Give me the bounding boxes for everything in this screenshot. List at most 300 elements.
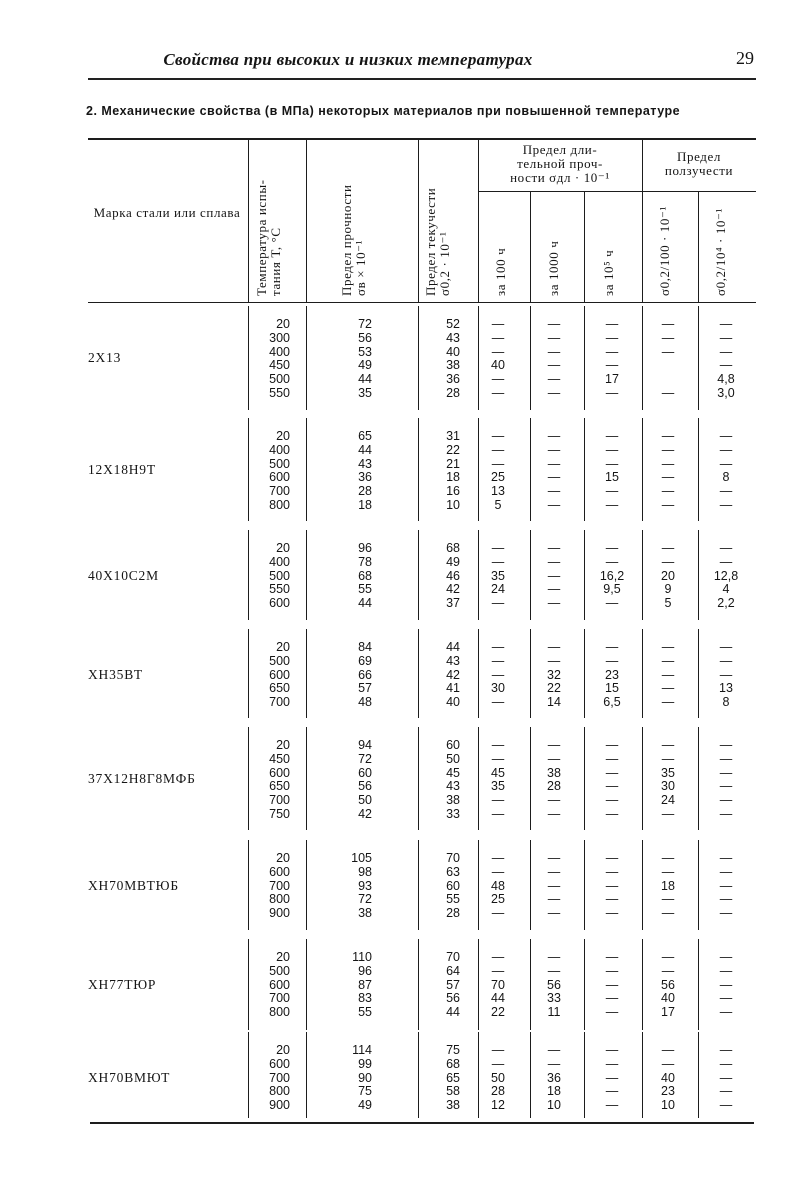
table-cell: — [547,596,561,611]
rupture-1e5-column [586,1044,638,1113]
table-cell: 32 [547,667,561,682]
table-cell: — [491,851,505,865]
table-cell: — [719,1005,733,1020]
table-cell: — [719,963,733,978]
table-cell: — [719,653,733,668]
rupture-1000-column [532,641,576,710]
table-cell: — [547,358,561,373]
table-cell: 25 [491,470,505,485]
table-cell: — [547,878,561,893]
creep-1-column [644,430,692,513]
table-cell: — [719,751,733,766]
table-cell: — [605,1056,619,1071]
table-cell: — [547,1056,561,1071]
table-cell: 28 [358,484,372,499]
table-cell: 58 [446,1084,460,1099]
column-divider [478,140,479,302]
running-title: Свойства при высоких и низких температурах [163,50,533,69]
material-grade: ХН70ВМЮТ [88,1069,171,1085]
table-cell: — [661,429,675,443]
table-cell: 44 [358,442,372,457]
column-divider [418,1032,419,1118]
column-divider [584,939,585,1030]
table-cell: 69 [358,653,372,668]
table-cell: 36 [547,1070,561,1085]
creep-group-rule [642,191,756,192]
table-cell: 28 [547,779,561,794]
table-cell: 18 [547,1084,561,1099]
rupture-1000-column [532,852,576,921]
table-cell: — [661,640,675,654]
column-divider [418,530,419,620]
table-cell: 20 [276,640,290,654]
table-cell: 30 [661,779,675,794]
column-divider [306,840,307,930]
table-cell: 28 [491,1084,505,1099]
table-cell: — [547,851,561,865]
table-cell: 20 [276,317,290,331]
table-cell: 42 [358,806,372,821]
column-divider [248,629,249,718]
table-cell: 20 [276,950,290,964]
column-divider [642,939,643,1030]
table-cell: — [661,330,675,345]
creep-1-column [644,542,692,611]
column-divider [248,306,249,410]
yield-strength-column [420,852,460,921]
rupture-1000-column [532,1044,576,1113]
table-cell: — [491,554,505,569]
rupture-1000-column [532,739,576,822]
ultimate-strength-column [310,641,372,710]
table-cell: 5 [664,596,672,611]
table-cell: — [547,568,561,583]
table-cell: 48 [491,878,505,893]
table-cell: — [605,1084,619,1099]
column-divider [642,629,643,718]
column-divider [248,418,249,521]
table-cell: 68 [446,541,460,555]
table-cell: 105 [351,851,372,865]
table-cell: — [605,317,619,331]
rupture-100-column [480,951,516,1020]
table-cell: 600 [269,1056,290,1071]
table-cell: — [605,497,619,512]
material-grade: ХН35ВТ [88,666,143,682]
table-cell: 70 [446,950,460,964]
table-cell: — [491,596,505,611]
table-cell: 22 [446,442,460,457]
table-cell: 35 [661,765,675,780]
table-cell: — [491,640,505,654]
column-divider [698,1032,699,1118]
table-cell: — [719,497,733,512]
table-cell: — [719,765,733,780]
table-cell: 42 [446,667,460,682]
table-cell: 60 [446,738,460,752]
table-cell: 63 [446,864,460,879]
table-cell: 30 [491,681,505,696]
table-cell: — [661,470,675,485]
table-cell: — [605,806,619,821]
table-cell: 20 [276,1043,290,1057]
column-divider [478,306,479,410]
table-cell: 600 [269,977,290,992]
column-divider [478,727,479,830]
table-cell: 43 [446,330,460,345]
table-cell: 40 [446,344,460,359]
column-divider [584,418,585,521]
table-cell: 4,8 [717,372,735,387]
table-top-rule [88,138,756,140]
table-cell: — [661,317,675,331]
table-cell: 700 [269,793,290,808]
temperature-column [250,318,290,401]
table-cell: 5 [494,497,502,512]
table-cell: — [547,793,561,808]
column-divider [478,939,479,1030]
table-cell: 37 [446,596,460,611]
rupture-100-column [480,641,516,710]
table-cell: 70 [491,977,505,992]
table-cell: 17 [605,372,619,387]
table-cell: 99 [358,1056,372,1071]
table-cell: — [491,695,505,710]
table-cell: — [547,950,561,964]
column-divider [530,192,531,302]
table-cell: 40 [661,1070,675,1085]
table-cell: 53 [358,344,372,359]
table-cell: 45 [446,765,460,780]
table-cell: — [547,456,561,471]
table-cell: 56 [446,991,460,1006]
table-cell: — [605,779,619,794]
table-cell: 68 [358,568,372,583]
table-cell: — [719,358,733,373]
table-cell: 9,5 [603,582,621,597]
table-cell: — [605,442,619,457]
material-grade: 2Х13 [88,350,122,366]
column-divider [584,1032,585,1118]
ultimate-strength-column [310,318,372,401]
column-divider [248,1032,249,1118]
rupture-1e5-column [586,430,638,513]
creep-1-column [644,951,692,1020]
column-divider [698,727,699,830]
rupture-1e5-column [586,318,638,401]
column-divider [418,939,419,1030]
table-cell: — [605,330,619,345]
header-rupture-100: за 100 ч [493,247,508,296]
table-cell: — [547,372,561,387]
table-cell: 90 [358,1070,372,1085]
table-cell: 600 [269,765,290,780]
column-divider [584,840,585,930]
table-cell: — [547,317,561,331]
table-cell: 55 [358,582,372,597]
table-cell: — [719,864,733,879]
table-cell: 56 [661,977,675,992]
column-divider [698,530,699,620]
creep-1-column [644,641,692,710]
temperature-column [250,430,290,513]
column-divider [248,840,249,930]
table-cell: — [661,541,675,555]
page-header [88,44,756,80]
table-cell: 14 [547,695,561,710]
table-cell: — [661,1056,675,1071]
table-cell: — [491,806,505,821]
header-bottom-rule [88,302,756,303]
creep-1-column [644,739,692,822]
table-cell: — [491,442,505,457]
table-cell: 96 [358,963,372,978]
table-cell: 50 [491,1070,505,1085]
table-cell: — [491,385,505,400]
table-cell: 42 [446,582,460,597]
table-cell: 750 [269,806,290,821]
column-divider [306,530,307,620]
table-cell: — [547,582,561,597]
table-cell: 9 [664,582,672,597]
table-cell: 49 [358,1098,372,1113]
column-divider [530,840,531,930]
header-rupture-group: Предел дли- тельной проч- ности σдл · 10⁻¹ [510,142,610,185]
table-cell: 40 [446,695,460,710]
temperature-column [250,852,290,921]
table-cell: — [605,358,619,373]
table-cell: — [605,1070,619,1085]
table-cell: — [605,851,619,865]
temperature-column [250,1044,290,1113]
table-cell: 18 [358,497,372,512]
table-cell: — [605,344,619,359]
table-cell: — [547,864,561,879]
table-cell: 48 [358,695,372,710]
table-cell: 600 [269,596,290,611]
temperature-column [250,951,290,1020]
rupture-100-column [480,542,516,611]
table-cell: 550 [269,385,290,400]
creep-2-column [700,641,752,710]
table-cell: — [661,963,675,978]
table-cell: 300 [269,330,290,345]
table-cell: 57 [446,977,460,992]
table-cell: 43 [446,779,460,794]
temperature-column [250,739,290,822]
table-cell: 98 [358,864,372,879]
table-cell: 87 [358,977,372,992]
table-cell: 25 [491,892,505,907]
column-divider [530,1032,531,1118]
table-cell: — [605,429,619,443]
table-cell: 49 [446,554,460,569]
column-divider [306,629,307,718]
table-cell: 38 [446,1098,460,1113]
table-cell: — [719,344,733,359]
table-cell: — [719,851,733,865]
table-cell: 41 [446,681,460,696]
table-cell: 500 [269,963,290,978]
table-cell: — [605,596,619,611]
table-cell: — [547,963,561,978]
header-creep-2: σ0,2/10⁴ · 10⁻¹ [713,208,728,296]
column-divider [584,629,585,718]
table-cell: 22 [491,1005,505,1020]
table-cell: — [491,317,505,331]
table-cell: — [719,806,733,821]
table-cell: 70 [446,851,460,865]
table-cell: — [491,793,505,808]
table-cell: — [661,1043,675,1057]
rupture-1000-column [532,951,576,1020]
yield-strength-column [420,641,460,710]
yield-strength-column [420,951,460,1020]
table-cell [644,373,692,387]
column-divider [584,727,585,830]
table-cell: 60 [358,765,372,780]
table-cell: — [605,484,619,499]
table-cell: 65 [358,429,372,443]
column-divider [698,939,699,1030]
table-cell: 24 [661,793,675,808]
header-creep-group: Предел ползучести [664,149,734,178]
table-cell: 3,0 [717,385,735,400]
table-cell: 83 [358,991,372,1006]
table-cell: — [719,793,733,808]
table-cell: 38 [547,765,561,780]
table-cell: — [661,484,675,499]
table-cell: — [719,878,733,893]
table-cell: — [547,640,561,654]
table-cell: — [605,793,619,808]
column-divider [418,418,419,521]
table-cell: — [491,738,505,752]
column-divider [478,629,479,718]
table-cell: 44 [446,640,460,654]
table-cell: — [491,906,505,921]
creep-2-column [700,739,752,822]
table-cell: — [605,864,619,879]
material-grade: 12Х18Н9Т [88,462,156,478]
rupture-group-rule [478,191,642,192]
table-cell: 15 [605,681,619,696]
creep-2-column [700,951,752,1020]
rupture-1e5-column [586,951,638,1020]
table-cell: 72 [358,317,372,331]
rupture-1000-column [532,318,576,401]
table-cell: — [547,751,561,766]
header-yield-strength: Предел текучести σ0,2 · 10⁻¹ [423,187,452,296]
table-cell: 60 [446,878,460,893]
table-cell: 18 [661,878,675,893]
header-grade: Марка стали или сплава [93,205,241,220]
table-cell: 400 [269,554,290,569]
table-cell: 700 [269,878,290,893]
column-divider [418,840,419,930]
ultimate-strength-column [310,852,372,921]
table-cell: 4 [722,582,730,597]
table-cell: — [547,541,561,555]
table-cell: 800 [269,892,290,907]
table-cell: 800 [269,1005,290,1020]
table-cell: — [547,653,561,668]
material-grade: ХН77ТЮР [88,976,157,992]
yield-strength-column [420,739,460,822]
table-cell: 700 [269,695,290,710]
table-cell: — [719,991,733,1006]
table-cell: 38 [446,793,460,808]
column-divider [478,840,479,930]
header-creep-1: σ0,2/100 · 10⁻¹ [657,206,672,296]
temperature-column [250,542,290,611]
table-cell: — [661,892,675,907]
table-cell: 13 [719,681,733,696]
table-cell: — [605,878,619,893]
creep-2-column [700,542,752,611]
table-cell: 68 [446,1056,460,1071]
table-cell: — [491,456,505,471]
table-cell: — [547,385,561,400]
table-cell: 50 [446,751,460,766]
rupture-100-column [480,430,516,513]
table-cell: — [491,667,505,682]
table-cell: 38 [358,906,372,921]
column-divider [642,1032,643,1118]
table-cell: — [719,1043,733,1057]
table-cell: — [547,497,561,512]
table-cell: 28 [446,906,460,921]
table-cell: — [719,541,733,555]
table-cell: — [547,330,561,345]
table-cell: 57 [358,681,372,696]
table-cell: 55 [446,892,460,907]
table-cell: — [661,344,675,359]
table-cell: 21 [446,456,460,471]
table-cell: 12 [491,1098,505,1113]
table-cell: — [719,1098,733,1113]
table-cell: 44 [358,596,372,611]
column-divider [642,140,643,302]
table-cell: — [491,963,505,978]
table-cell: 50 [358,793,372,808]
header-temperature: Температура испы- тания T, °C [254,179,283,296]
table-cell: 52 [446,317,460,331]
table-cell: — [661,738,675,752]
rupture-100-column [480,1044,516,1113]
table-cell: 36 [358,470,372,485]
column-divider [530,418,531,521]
table-cell: — [547,738,561,752]
table-cell: — [605,991,619,1006]
table-cell: — [661,695,675,710]
creep-2-column [700,430,752,513]
table-cell: — [491,653,505,668]
table-cell: — [491,330,505,345]
column-divider [478,1032,479,1118]
table-cell: 78 [358,554,372,569]
table-cell: 20 [276,738,290,752]
column-divider [306,939,307,1030]
table-cell: — [491,1056,505,1071]
table-cell: — [605,738,619,752]
creep-2-column [700,318,752,401]
table-cell: 12,8 [713,568,739,583]
table-cell: — [491,864,505,879]
column-divider [248,140,249,302]
table-cell: — [547,806,561,821]
table-cell: — [605,977,619,992]
